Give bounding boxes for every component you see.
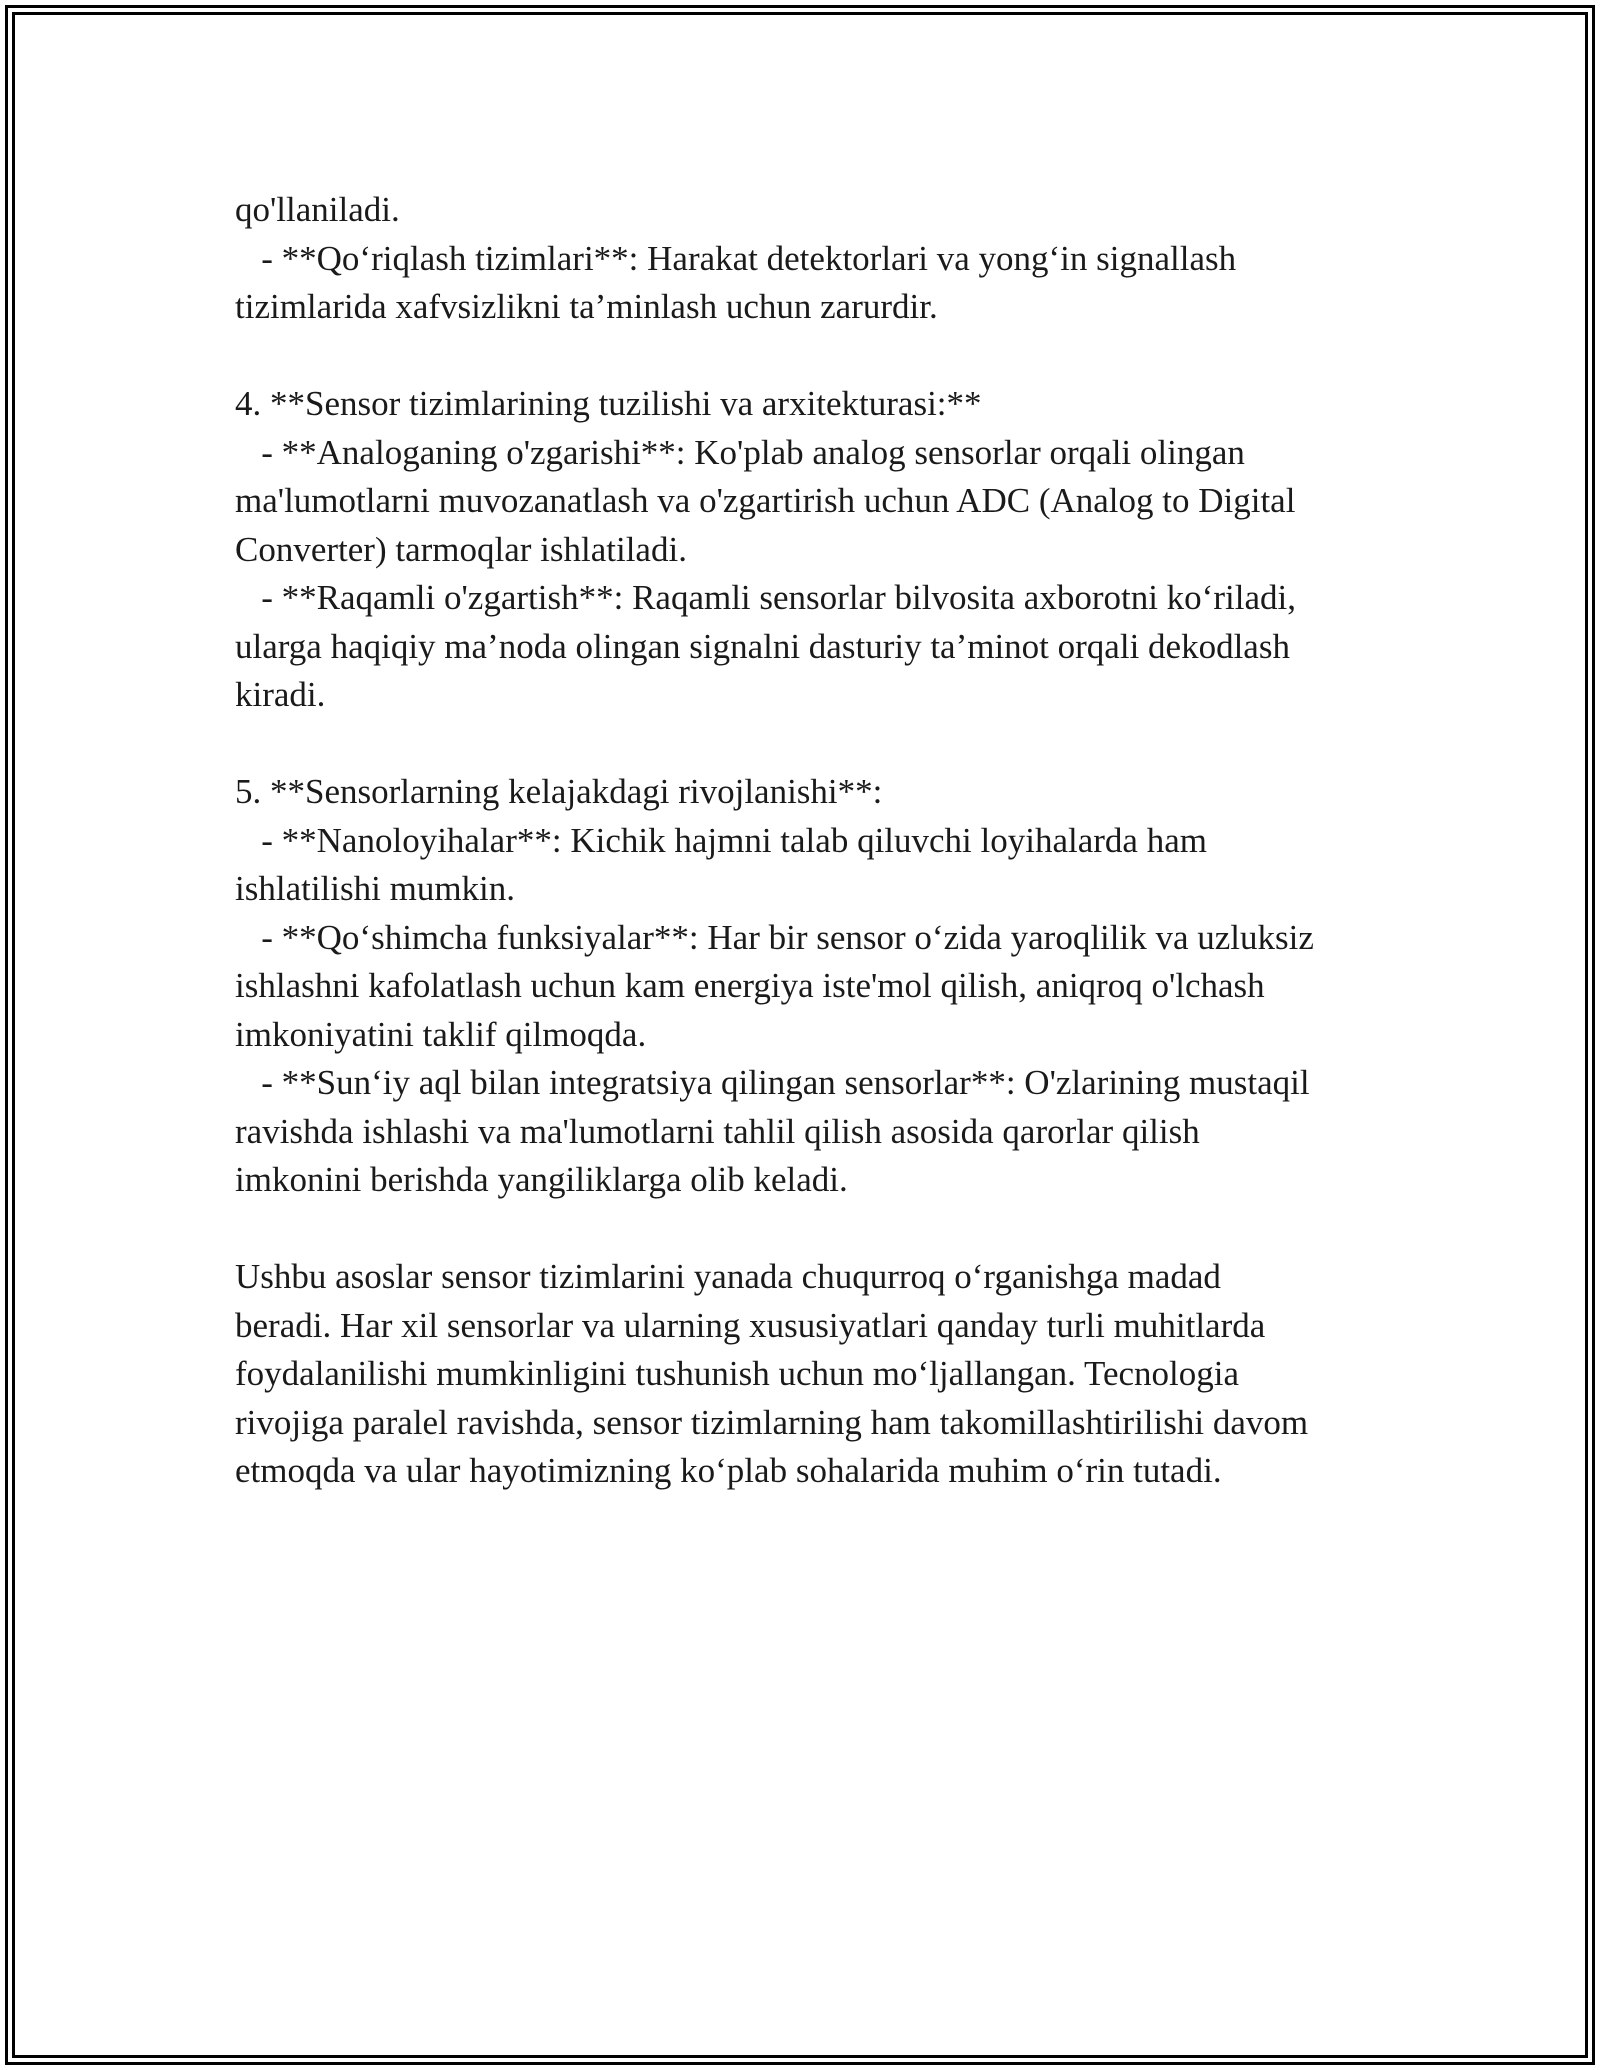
text-line: tizimlarida xafvsizlikni ta’minlash uchun zarurdir. bbox=[235, 287, 938, 326]
paragraph-continuation bbox=[235, 186, 1385, 332]
text-line: foydalanilishi mumkinligini tushunish uchun mo‘ljallangan. Tecnologia bbox=[235, 1354, 1239, 1393]
text-line: Ushbu asoslar sensor tizimlarini yanada chuqurroq o‘rganishga madad bbox=[235, 1257, 1221, 1296]
paragraph-spacer bbox=[235, 720, 1385, 769]
text-line: qo'llaniladi. bbox=[235, 190, 400, 229]
text-line: ravishda ishlashi va ma'lumotlarni tahlil qilish asosida qarorlar qilish bbox=[235, 1111, 1200, 1151]
paragraph-spacer bbox=[235, 1205, 1385, 1254]
document-body bbox=[235, 186, 1385, 1496]
text-line: ishlatilishi mumkin. bbox=[235, 869, 516, 908]
text-line: - **Analoganing o'zgarishi**: Ko'plab analog sensorlar orqali olingan bbox=[235, 432, 1245, 472]
text-line: - **Raqamli o'zgartish**: Raqamli sensorlar bilvosita axborotni ko‘riladi, bbox=[235, 578, 1296, 617]
section-5 bbox=[235, 768, 1385, 1205]
text-line: - **Qo‘riqlash tizimlari**: Harakat detektorlari va yong‘in signallash bbox=[235, 238, 1237, 278]
text-line: kiradi. bbox=[235, 675, 326, 714]
text-line: etmoqda va ular hayotimizning ko‘plab sohalarida muhim o‘rin tutadi. bbox=[235, 1451, 1222, 1490]
text-line: beradi. Har xil sensorlar va ularning xususiyatlari qanday turli muhitlarda bbox=[235, 1305, 1266, 1345]
text-line: - **Sun‘iy aql bilan integratsiya qilingan sensorlar**: O'zlarining mustaqil bbox=[235, 1063, 1310, 1102]
text-line: imkonini berishda yangiliklarga olib keladi. bbox=[235, 1160, 848, 1199]
text-line: ma'lumotlarni muvozanatlash va o'zgartirish uchun ADC (Analog to Digital bbox=[235, 481, 1296, 520]
text-line: - **Qo‘shimcha funksiyalar**: Har bir sensor o‘zida yaroqlilik va uzluksiz bbox=[235, 917, 1314, 957]
section-heading: 4. **Sensor tizimlarining tuzilishi va arxitekturasi:** bbox=[235, 384, 982, 423]
text-line: rivojiga paralel ravishda, sensor tizimlarning ham takomillashtirilishi davom bbox=[235, 1402, 1309, 1442]
text-line: Converter) tarmoqlar ishlatiladi. bbox=[235, 529, 687, 569]
text-line: ishlashni kafolatlash uchun kam energiya iste'mol qilish, aniqroq o'lchash bbox=[235, 966, 1265, 1005]
text-line: ularga haqiqiy ma’noda olingan signalni dasturiy ta’minot orqali dekodlash bbox=[235, 626, 1290, 666]
paragraph-spacer bbox=[235, 332, 1385, 381]
section-heading: 5. **Sensorlarning kelajakdagi rivojlanishi**: bbox=[235, 772, 883, 811]
text-line: - **Nanoloyihalar**: Kichik hajmni talab qiluvchi loyihalarda ham bbox=[235, 820, 1207, 860]
text-line: imkoniyatini taklif qilmoqda. bbox=[235, 1014, 647, 1054]
paragraph-conclusion bbox=[235, 1253, 1385, 1496]
section-4 bbox=[235, 380, 1385, 720]
